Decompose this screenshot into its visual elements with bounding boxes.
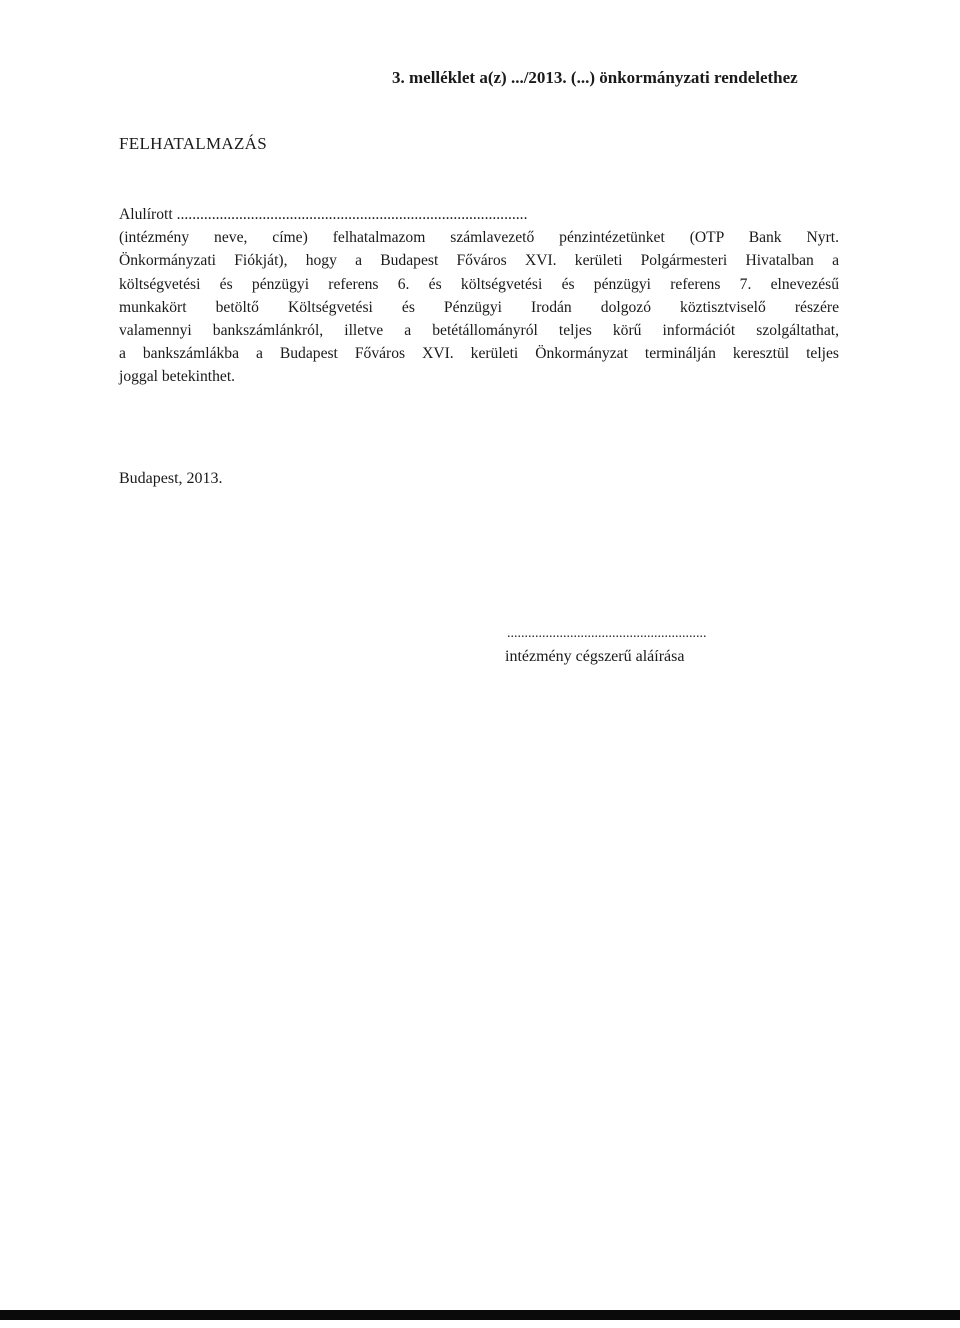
signature-label: intézmény cégszerű aláírása <box>505 648 685 665</box>
body-line: munkakört betöltő Költségvetési és Pénzügyi Irodán dolgozó köztisztviselő részére <box>119 298 839 316</box>
body-line: Alulírott .......................................................................................... <box>119 206 528 223</box>
body-line: Önkormányzati Fiókját), hogy a Budapest Főváros XVI. kerületi Polgármesteri Hivatalban a <box>119 252 839 270</box>
body-line: valamennyi bankszámlánkról, illetve a betétállományról teljes körű információt szolgáltathat, <box>119 322 839 340</box>
document-title: FELHATALMAZÁS <box>119 134 267 153</box>
body-line: a bankszámlákba a Budapest Főváros XVI. kerületi Önkormányzat terminálján keresztül teljes <box>119 345 839 363</box>
authorization-body <box>119 203 839 389</box>
scan-edge-bar <box>0 1310 960 1320</box>
annex-title: 3. melléklet a(z) .../2013. (...) önkormányzati rendelethez <box>392 68 798 87</box>
signature-line: ......................................................... <box>507 626 707 641</box>
body-line: (intézmény neve, címe) felhatalmazom számlavezető pénzintézetünket (OTP Bank Nyrt. <box>119 229 839 247</box>
signature-block <box>505 626 735 666</box>
body-line: joggal betekinthet. <box>119 368 236 386</box>
place-and-date: Budapest, 2013. <box>119 470 223 487</box>
body-line: költségvetési és pénzügyi referens 6. és költségvetési és pénzügyi referens 7. elnevezésű <box>119 275 839 293</box>
scan-edge-gap <box>0 1320 960 1328</box>
